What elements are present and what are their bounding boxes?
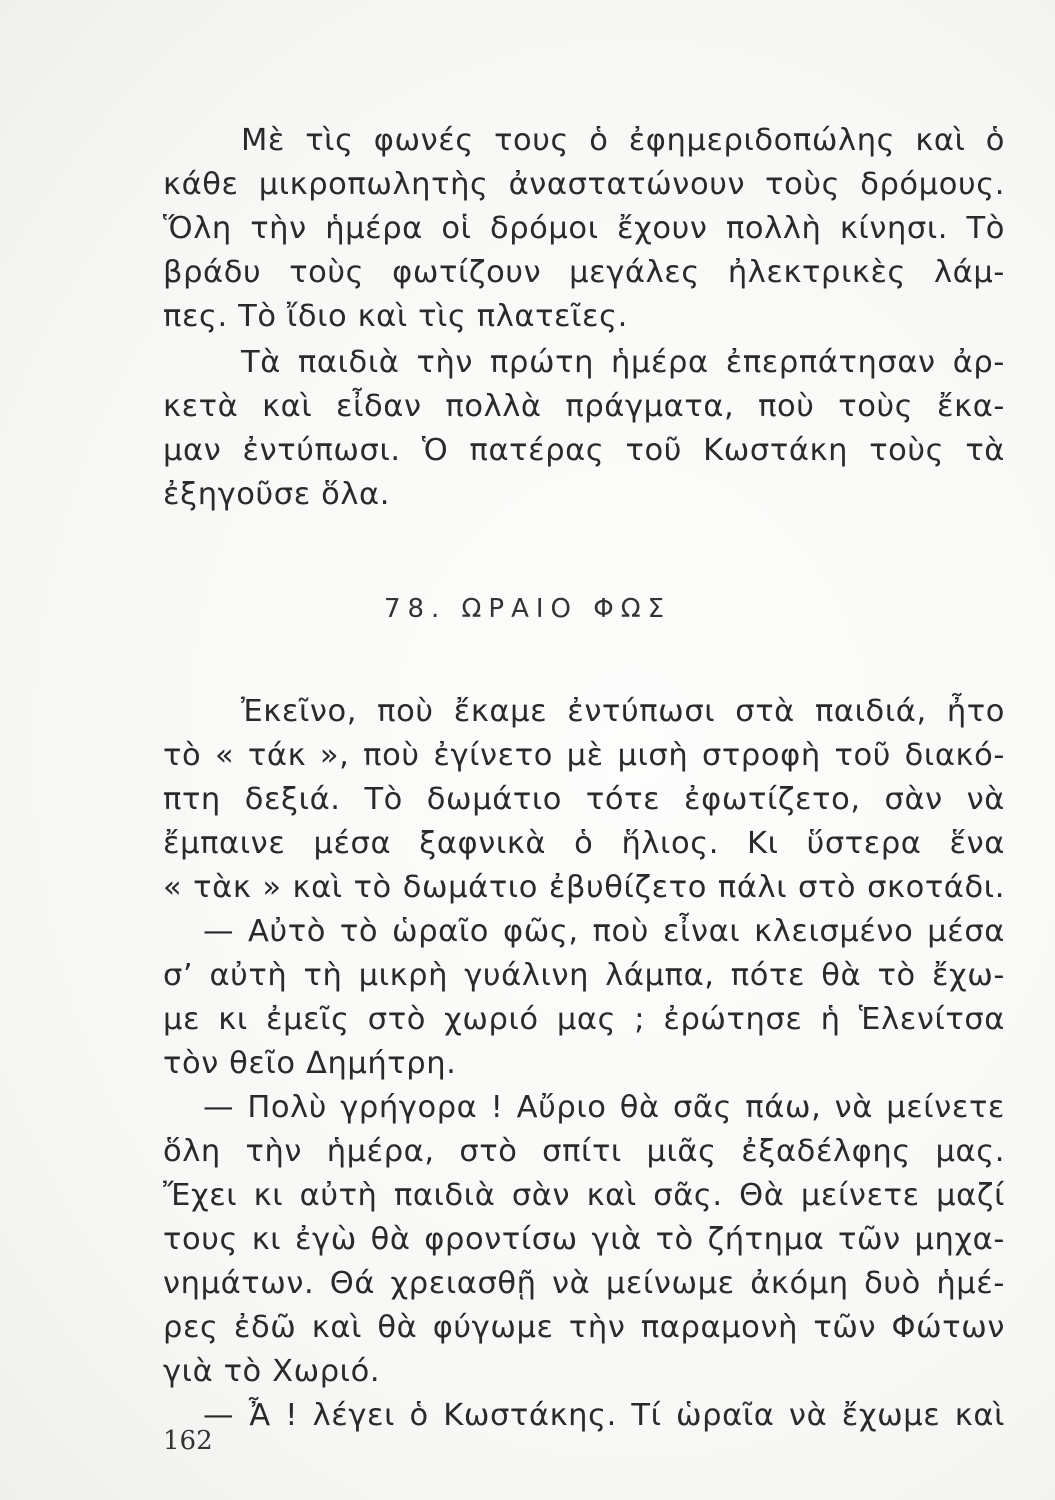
text-line: πες. Τὸ ἴδιο καὶ τὶς πλατεῖες. — [163, 299, 628, 334]
text-line: κάθε μικροπωλητὴς ἀναστατώνουν τοὺς δρόμους. — [163, 167, 1005, 202]
text-line: — Πολὺ γρήγορα ! Αὔριο θὰ σᾶς πάω, νὰ μείνετε — [203, 1090, 1005, 1125]
page-number: 162 — [163, 1426, 213, 1456]
text-line: με κι ἐμεῖς στὸ χωριό μας ; ἐρώτησε ἡ Ἑλενίτσα — [163, 1002, 1005, 1037]
text-line: τὸν θεῖο Δημήτρη. — [163, 1046, 457, 1081]
text-line: σ’ αὐτὴ τὴ μικρὴ γυάλινη λάμπα, πότε θὰ τὸ ἔχω- — [163, 958, 1005, 993]
text-line: Ἐκεῖνο, ποὺ ἔκαμε ἐντύπωσι στὰ παιδιά, ἦτο — [241, 694, 1005, 729]
text-line: Μὲ τὶς φωνές τους ὁ ἐφημεριδοπώλης καὶ ὁ — [241, 123, 1005, 158]
text-block-top — [163, 119, 1005, 517]
text-line: μαν ἐντύπωσι. Ὁ πατέρας τοῦ Κωστάκη τοὺς τὰ — [163, 433, 1005, 468]
text-line: ρες ἐδῶ καὶ θὰ φύγωμε τὴν παραμονὴ τῶν Φώτων — [163, 1310, 1005, 1345]
text-line: πτη δεξιά. Τὸ δωμάτιο τότε ἐφωτίζετο, σὰν νὰ — [163, 782, 1005, 817]
text-line: ὅλη τὴν ἡμέρα, στὸ σπίτι μιᾶς ἐξαδέλφης μας. — [163, 1134, 1005, 1169]
text-line: τους κι ἐγὼ θὰ φροντίσω γιὰ τὸ ζήτημα τῶν μηχα- — [163, 1222, 1005, 1257]
section-heading: 78. ΩΡΑΙΟ ΦΩΣ — [383, 594, 672, 624]
text-block-bottom — [163, 690, 1005, 1438]
text-line: Ὅλη τὴν ἡμέρα οἱ δρόμοι ἔχουν πολλὴ κίνησι. Τὸ — [163, 211, 1005, 246]
text-line: « τὰκ » καὶ τὸ δωμάτιο ἐβυθίζετο πάλι στὸ σκοτάδι. — [163, 870, 1005, 905]
text-line: — Ἆ ! λέγει ὁ Κωστάκης. Τί ὡραῖα νὰ ἔχωμε καὶ — [203, 1398, 1005, 1433]
text-line: — Αὐτὸ τὸ ὡραῖο φῶς, ποὺ εἶναι κλεισμένο μέσα — [203, 914, 1005, 949]
text-line: ἐξηγοῦσε ὅλα. — [163, 477, 391, 512]
text-line: νημάτων. Θά χρειασθῇ νὰ μείνωμε ἀκόμη δυὸ ἡμέ- — [163, 1266, 1005, 1301]
text-line: βράδυ τοὺς φωτίζουν μεγάλες ἠλεκτρικὲς λάμ- — [163, 255, 1005, 290]
text-line: ἔμπαινε μέσα ξαφνικὰ ὁ ἥλιος. Κι ὕστερα ἕνα — [163, 826, 1005, 861]
text-line: τὸ « τάκ », ποὺ ἐγίνετο μὲ μισὴ στροφὴ τοῦ διακό- — [163, 738, 1005, 773]
text-line: Ἔχει κι αὐτὴ παιδιὰ σὰν καὶ σᾶς. Θὰ μείνετε μαζί — [163, 1178, 1005, 1213]
text-line: γιὰ τὸ Χωριό. — [163, 1354, 381, 1389]
text-line: κετὰ καὶ εἶδαν πολλὰ πράγματα, ποὺ τοὺς ἔκα- — [163, 389, 1005, 424]
text-line: Τὰ παιδιὰ τὴν πρώτη ἡμέρα ἐπερπάτησαν ἀρ- — [241, 345, 1005, 380]
